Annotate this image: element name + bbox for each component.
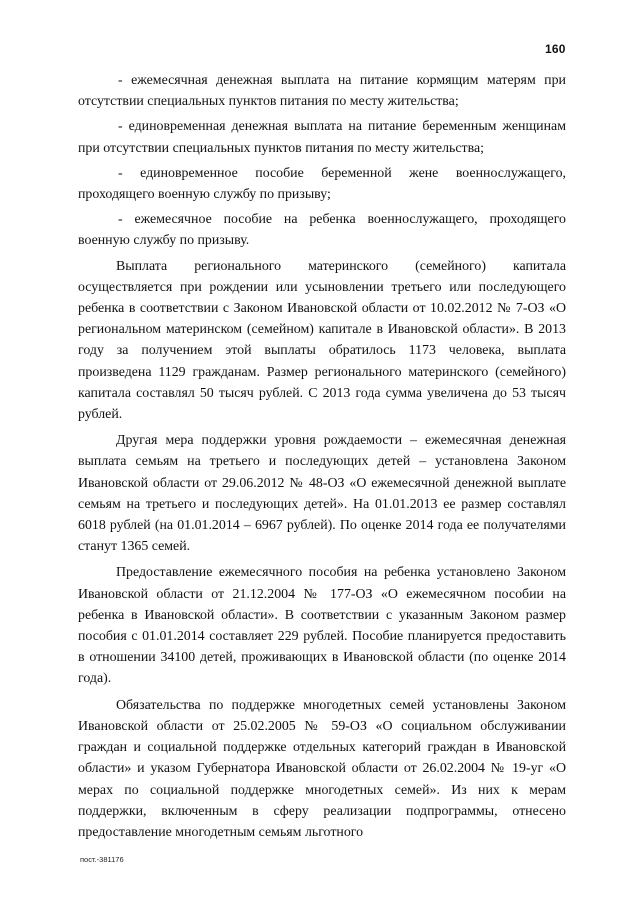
paragraph-monthly-payment: Другая мера поддержки уровня рождаемости – ежемесячная денежная выплата семьям на третьего и последующих детей – установлена Законом Ивановской области от 29.06.2012 № 48-ОЗ «О ежемесячной денежной выплате семьям на третьего и последующих детей». На 01.01.2013 ее размер составлял 6018 рублей (на 01.01.2014 – 6967 рублей). По оценке 2014 года ее получателями станут 1365 семей. <box>78 433 566 555</box>
paragraph-bullet-1: - ежемесячная денежная выплата на питание кормящим матерям при отсутствии специальных пунктов питания по месту жительства; <box>78 73 566 110</box>
paragraph-child-allowance: Предоставление ежемесячного пособия на ребенка установлено Законом Ивановской области от 21.12.2004 № 177-ОЗ «О ежемесячном пособии на ребенка в Ивановской области». В соответствии с указанным Законом размер пособия с 01.01.2014 составляет 229 рублей. Пособие планируется предоставить в отношении 34100 детей, проживающих в Ивановской области (по оценке 2014 года). <box>78 565 566 687</box>
page-number: 160 <box>545 42 566 56</box>
paragraph-large-families: Обязательства по поддержке многодетных семей установлены Законом Ивановской области от 25.02.2005 № 59-ОЗ «О социальном обслуживании граждан и социальной поддержке отдельных категорий граждан в Ивановской области» и указом Губернатора Ивановской области от 26.02.2004 № 19-уг «О мерах по социальной поддержке многодетных семей». Из них к мерам поддержки, включенным в сферу реализации подпрограммы, отнесено предоставление многодетным семьям льготного <box>78 697 566 840</box>
paragraph-maternity-capital: Выплата регионального материнского (семейного) капитала осуществляется при рождении или усыновлении третьего или последующего ребенка в соответствии с Законом Ивановской области от 10.02.2012 № 7-ОЗ «О региональном материнском (семейном) капитале в Ивановской области». В 2013 году за получением этой выплаты обратилось 1173 человека, выплата произведена 1129 гражданам. Размер регионального материнского (семейного) капитала составлял 50 тысяч рублей. С 2013 года сумма увеличена до 53 тысяч рублей. <box>78 258 566 423</box>
footer-code: пост.-381176 <box>80 855 124 864</box>
paragraph-bullet-2: - единовременная денежная выплата на питание беременным женщинам при отсутствии специальных пунктов питания по месту жительства; <box>78 119 566 156</box>
paragraph-bullet-4: - ежемесячное пособие на ребенка военнослужащего, проходящего военную службу по призыву. <box>78 212 566 249</box>
document-body <box>78 70 566 848</box>
paragraph-bullet-3: - единовременное пособие беременной жене военнослужащего, проходящего военную службу по призыву; <box>78 165 566 203</box>
